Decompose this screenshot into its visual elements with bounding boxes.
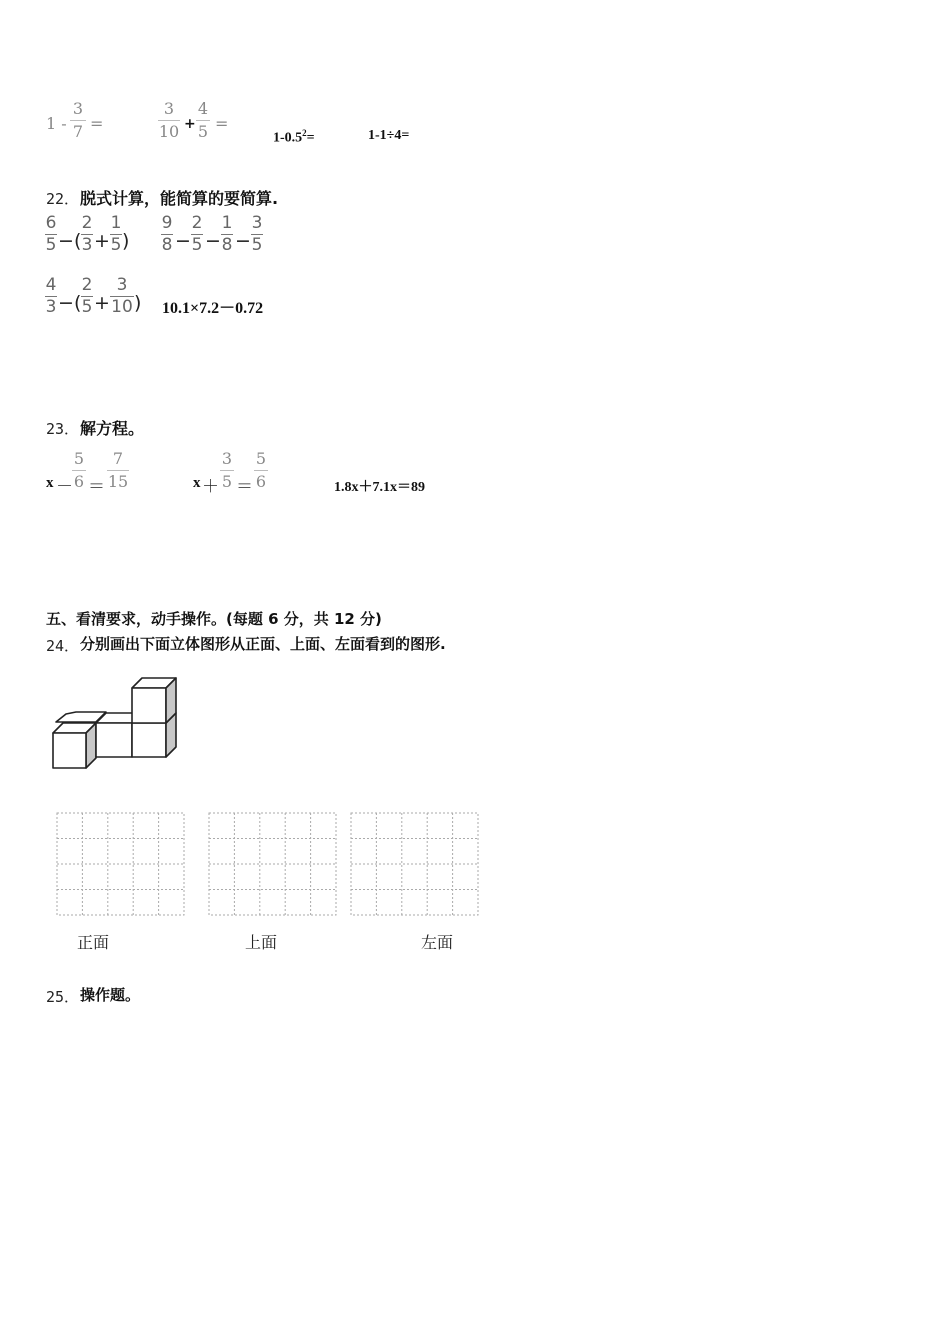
expr1-equals: = [90, 114, 104, 133]
label-top: 上面 [245, 933, 278, 952]
q22-e3-rparen: ) [134, 292, 142, 314]
section5-title: 五、看清要求，动手操作。(每题 6 分，共 12 分) [46, 610, 382, 628]
expr3: $1-0.5^2=$ [273, 128, 315, 146]
expr2-plus: + [184, 116, 196, 132]
label-left: 左面 [421, 933, 454, 952]
q22-number: 22． [46, 190, 80, 208]
cube-front-face [53, 733, 86, 768]
grid-front-view[interactable] [56, 812, 186, 917]
expr2-fraction-1: 3 10 [158, 99, 180, 141]
expr1-prefix: 1 - [46, 114, 67, 133]
q22-e3-minus: − [58, 292, 74, 314]
q23-e2-frac-a: 3 5 [221, 449, 233, 491]
q22-e3-frac-b: 2 5 [81, 275, 93, 317]
grid-left-view[interactable] [350, 812, 480, 917]
cube-figure [48, 676, 180, 772]
q22-e1-frac-b: 2 3 [81, 213, 93, 255]
q23-e1-minus: － [56, 477, 73, 497]
q23-e2-equals: ＝ [236, 477, 253, 497]
q22-e1-rparen: ) [122, 230, 130, 252]
q22-e3-plus: + [94, 292, 110, 314]
q22-e1-minus: − [58, 230, 74, 252]
q23-e2-plus: ＋ [202, 477, 219, 497]
q23-e1-frac-a: 5 6 [73, 449, 85, 491]
q22-e2-minus-1: − [175, 230, 191, 252]
q22-e2-frac-b: 2 5 [191, 213, 203, 255]
q22-e1-frac-c: 1 5 [110, 213, 122, 255]
q23-e1-equals: ＝ [88, 477, 105, 497]
q22-e1-frac-a: 6 5 [45, 213, 57, 255]
expr2-fraction-2: 4 5 [197, 99, 209, 141]
q22-e2-frac-c: 1 8 [221, 213, 233, 255]
q23-e2-x: x [193, 475, 201, 491]
q23-e1-x: x [46, 475, 54, 491]
q22-e3-frac-a: 4 3 [45, 275, 57, 317]
q24-number: 24． [46, 637, 80, 655]
q24-title: 分别画出下面立体图形从正面、上面、左面看到的图形. [80, 635, 446, 653]
q22-e2-minus-3: − [235, 230, 251, 252]
q22-e3-lparen: ( [74, 292, 82, 314]
q22-e2-minus-2: − [205, 230, 221, 252]
expr4: 1-1÷4= [368, 128, 410, 143]
q22-title: 脱式计算，能简算的要简算. [80, 189, 279, 208]
q22-e2-frac-d: 3 5 [251, 213, 263, 255]
q22-e1-plus: + [94, 230, 110, 252]
q23-title: 解方程。 [80, 419, 145, 438]
q25-number: 25． [46, 988, 80, 1006]
expr2-equals: = [215, 114, 229, 133]
q23-e1-frac-b: 7 15 [107, 449, 129, 491]
q23-e3: 1.8x＋7.1x＝89 [334, 480, 425, 495]
q23-number: 23． [46, 420, 80, 438]
q25-title: 操作题。 [80, 986, 141, 1004]
label-front: 正面 [77, 933, 110, 952]
q22-e2-frac-a: 9 8 [161, 213, 173, 255]
q22-e1-lparen: ( [74, 230, 82, 252]
q22-e4: 10.1×7.2－0.72 [162, 300, 264, 317]
q22-e3-frac-c: 3 10 [111, 275, 133, 317]
q23-e2-frac-b: 5 6 [255, 449, 267, 491]
expr1-fraction: 3 7 [70, 101, 86, 140]
grid-top-view[interactable] [208, 812, 338, 917]
